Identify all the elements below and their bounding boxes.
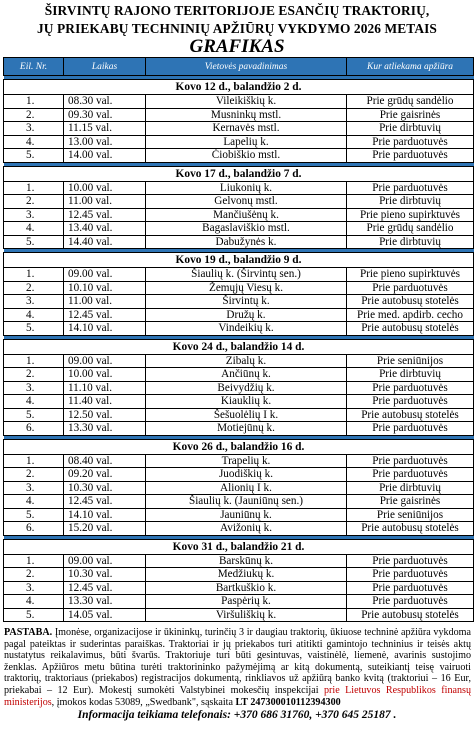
row-location: Prie parduotuvės xyxy=(347,454,474,468)
title-line-2: JŲ PRIEKABŲ TECHNINIŲ APŽIŪRŲ VYKDYMO 2026 METAIS xyxy=(37,21,437,36)
row-location: Prie parduotuvės xyxy=(347,568,474,582)
row-location: Prie seniūnijos xyxy=(347,508,474,522)
table-row xyxy=(4,308,474,322)
row-place: Juodiškių k. xyxy=(146,468,347,482)
row-place: Družų k. xyxy=(146,308,347,322)
row-location: Prie parduotuvės xyxy=(347,181,474,195)
row-place: Ančiūnų k. xyxy=(146,368,347,382)
row-place: Vileikiškių k. xyxy=(146,95,347,109)
row-location: Prie parduotuvės xyxy=(347,468,474,482)
row-place: Barskūnų k. xyxy=(146,554,347,568)
row-number: 2. xyxy=(4,195,64,209)
row-place: Šiaulių k. (Širvintų sen.) xyxy=(146,268,347,282)
row-time: 14.10 val. xyxy=(64,322,146,336)
row-place: Musninkų mstl. xyxy=(146,108,347,122)
row-location: Prie parduotuvės xyxy=(347,381,474,395)
row-place: Mančiušėnų k. xyxy=(146,208,347,222)
row-place: Gelvonų mstl. xyxy=(146,195,347,209)
row-number: 5. xyxy=(4,508,64,522)
date-row xyxy=(4,253,474,268)
row-location: Prie dirbtuvių xyxy=(347,195,474,209)
table-row xyxy=(4,181,474,195)
row-time: 10.30 val. xyxy=(64,481,146,495)
table-row xyxy=(4,395,474,409)
row-location: Prie dirbtuvių xyxy=(347,235,474,249)
table-row xyxy=(4,368,474,382)
row-location: Prie autobusų stotelės xyxy=(347,608,474,622)
row-number: 3. xyxy=(4,295,64,309)
row-time: 14.05 val. xyxy=(64,608,146,622)
row-number: 3. xyxy=(4,481,64,495)
row-number: 4. xyxy=(4,222,64,236)
row-time: 13.00 val. xyxy=(64,135,146,149)
row-number: 5. xyxy=(4,608,64,622)
row-place: Liukonių k. xyxy=(146,181,347,195)
row-place: Vindeikių k. xyxy=(146,322,347,336)
row-location: Prie med. apdirb. cecho xyxy=(347,308,474,322)
row-time: 11.40 val. xyxy=(64,395,146,409)
row-location: Prie autobusų stotelės xyxy=(347,408,474,422)
row-time: 11.00 val. xyxy=(64,195,146,209)
table-row xyxy=(4,295,474,309)
row-time: 11.15 val. xyxy=(64,122,146,136)
row-place: Paspėrių k. xyxy=(146,595,347,609)
date-cell: Kovo 12 d., balandžio 2 d. xyxy=(4,80,474,95)
row-location: Prie parduotuvės xyxy=(347,595,474,609)
row-number: 2. xyxy=(4,468,64,482)
table-row xyxy=(4,468,474,482)
row-time: 09.20 val. xyxy=(64,468,146,482)
row-time: 13.30 val. xyxy=(64,595,146,609)
header-nr: Eil. Nr. xyxy=(4,58,64,76)
row-time: 14.40 val. xyxy=(64,235,146,249)
row-location: Prie parduotuvės xyxy=(347,149,474,163)
table-row xyxy=(4,422,474,436)
note-account: LT 247300010112394300 xyxy=(235,696,341,708)
row-number: 5. xyxy=(4,322,64,336)
table-row xyxy=(4,454,474,468)
row-place: Šiaulių k. (Jauniūnų sen.) xyxy=(146,495,347,509)
row-time: 12.50 val. xyxy=(64,408,146,422)
note-label: PASTABA. xyxy=(4,627,53,638)
date-cell: Kovo 24 d., balandžio 14 d. xyxy=(4,339,474,354)
table-row xyxy=(4,235,474,249)
table-row xyxy=(4,408,474,422)
table-row xyxy=(4,135,474,149)
row-location: Prie seniūnijos xyxy=(347,354,474,368)
row-place: Trapelių k. xyxy=(146,454,347,468)
contact-info: Informacija teikiama telefonais: +370 686 31760, +370 645 25187 . xyxy=(77,709,397,722)
row-time: 09.00 val. xyxy=(64,268,146,282)
row-time: 14.10 val. xyxy=(64,508,146,522)
row-place: Bagaslaviškio mstl. xyxy=(146,222,347,236)
row-number: 1. xyxy=(4,454,64,468)
table-header-row xyxy=(4,58,474,76)
table-row xyxy=(4,608,474,622)
row-time: 12.45 val. xyxy=(64,581,146,595)
row-location: Prie parduotuvės xyxy=(347,395,474,409)
table-row xyxy=(4,381,474,395)
row-location: Prie grūdų sandėlio xyxy=(347,222,474,236)
row-place: Lapelių k. xyxy=(146,135,347,149)
date-row xyxy=(4,439,474,454)
row-place: Avižonių k. xyxy=(146,522,347,536)
row-location: Prie pieno supirktuvės xyxy=(347,208,474,222)
row-number: 5. xyxy=(4,149,64,163)
row-time: 11.10 val. xyxy=(64,381,146,395)
row-location: Prie parduotuvės xyxy=(347,554,474,568)
row-place: Medžiukų k. xyxy=(146,568,347,582)
row-time: 11.00 val. xyxy=(64,295,146,309)
row-number: 4. xyxy=(4,308,64,322)
row-time: 09.00 val. xyxy=(64,354,146,368)
row-time: 09.00 val. xyxy=(64,554,146,568)
table-row xyxy=(4,554,474,568)
row-location: Prie grūdų sandėlio xyxy=(347,95,474,109)
row-number: 1. xyxy=(4,554,64,568)
row-number: 4. xyxy=(4,395,64,409)
row-place: Bartkuškio k. xyxy=(146,581,347,595)
row-number: 4. xyxy=(4,595,64,609)
row-time: 14.00 val. xyxy=(64,149,146,163)
note-text-1: Įmonėse, organizacijose ir ūkininkų, turinčių 3 ir daugiau traktorių, ūkiuose techninė apžiūra vykdoma pagal pateiktas ir suderintas paraiškas. Traktoriai ir jų priekabos turi atitikti gamintojo techninius ir teisės aktų nustatytus reikalavimus, būti švarūs. Traktoriuje turi būti gesintuvas, vaistinėlė, liemenė, avarinis sustojimo ženklas. Apžiūros metu būtina turėti traktorininko pažymėjimą ar kitą dokumentą, suteikiantį teisę vairuoti traktorių, traktoriaus (priekabos) registracijos dokumentą, rinkliavos už apžiūrą banko kvitą (traktoriui – 16 Eur, priekabai – 12 Eur). Mokestį sumokėti Valstybinei mokesčių inspekcijai xyxy=(4,627,471,696)
row-location: Prie autobusų stotelės xyxy=(347,322,474,336)
date-cell: Kovo 19 d., balandžio 9 d. xyxy=(4,253,474,268)
table-row xyxy=(4,95,474,109)
table-row xyxy=(4,208,474,222)
table-row xyxy=(4,149,474,163)
date-row xyxy=(4,80,474,95)
table-row xyxy=(4,354,474,368)
table-row xyxy=(4,222,474,236)
table-row xyxy=(4,595,474,609)
table-row xyxy=(4,268,474,282)
row-number: 5. xyxy=(4,235,64,249)
row-place: Zibalų k. xyxy=(146,354,347,368)
table-row xyxy=(4,281,474,295)
row-time: 13.40 val. xyxy=(64,222,146,236)
row-location: Prie parduotuvės xyxy=(347,581,474,595)
row-time: 15.20 val. xyxy=(64,522,146,536)
row-place: Šešuolėlių I k. xyxy=(146,408,347,422)
row-number: 2. xyxy=(4,368,64,382)
row-place: Jauniūnų k. xyxy=(146,508,347,522)
row-place: Čiobiškio mstl. xyxy=(146,149,347,163)
date-cell: Kovo 31 d., balandžio 21 d. xyxy=(4,539,474,554)
row-number: 1. xyxy=(4,354,64,368)
row-time: 10.10 val. xyxy=(64,281,146,295)
date-cell: Kovo 26 d., balandžio 16 d. xyxy=(4,439,474,454)
row-place: Kiauklių k. xyxy=(146,395,347,409)
row-location: Prie autobusų stotelės xyxy=(347,522,474,536)
row-number: 3. xyxy=(4,208,64,222)
row-number: 3. xyxy=(4,381,64,395)
row-time: 12.45 val. xyxy=(64,308,146,322)
table-row xyxy=(4,495,474,509)
row-number: 2. xyxy=(4,281,64,295)
row-number: 4. xyxy=(4,495,64,509)
table-row xyxy=(4,322,474,336)
row-place: Žemųjų Viesų k. xyxy=(146,281,347,295)
row-location: Prie dirbtuvių xyxy=(347,481,474,495)
row-time: 12.45 val. xyxy=(64,495,146,509)
header-location: Kur atliekama apžiūra xyxy=(347,58,474,76)
row-number: 1. xyxy=(4,268,64,282)
row-place: Beivydžių k. xyxy=(146,381,347,395)
row-place: Dabužynės k. xyxy=(146,235,347,249)
table-row xyxy=(4,568,474,582)
row-number: 4. xyxy=(4,135,64,149)
date-row xyxy=(4,166,474,181)
row-place: Širvintų k. xyxy=(146,295,347,309)
schedule-body xyxy=(4,76,474,622)
title-line-1: ŠIRVINTŲ RAJONO TERITORIJOJE ESANČIŲ TRAKTORIŲ, xyxy=(44,3,430,18)
row-place: Kernavės mstl. xyxy=(146,122,347,136)
row-number: 6. xyxy=(4,422,64,436)
row-number: 2. xyxy=(4,108,64,122)
row-time: 10.00 val. xyxy=(64,368,146,382)
table-row xyxy=(4,522,474,536)
row-location: Prie parduotuvės xyxy=(347,135,474,149)
row-number: 1. xyxy=(4,95,64,109)
row-location: Prie pieno supirktuvės xyxy=(347,268,474,282)
row-number: 2. xyxy=(4,568,64,582)
header-place: Vietovės pavadinimas xyxy=(146,58,347,76)
row-place: Viršuliškių k. xyxy=(146,608,347,622)
date-cell: Kovo 17 d., balandžio 7 d. xyxy=(4,166,474,181)
document-subtitle: GRAFIKAS xyxy=(189,36,285,57)
row-location: Prie gaisrinės xyxy=(347,495,474,509)
row-location: Prie gaisrinės xyxy=(347,108,474,122)
note-paragraph xyxy=(4,627,471,708)
row-location: Prie dirbtuvių xyxy=(347,122,474,136)
table-row xyxy=(4,195,474,209)
row-number: 5. xyxy=(4,408,64,422)
note-text-2: , įmokos kodas 53089, „Swedbank", sąskaita xyxy=(51,696,236,708)
document-page xyxy=(0,3,474,752)
row-time: 13.30 val. xyxy=(64,422,146,436)
row-location: Prie dirbtuvių xyxy=(347,368,474,382)
row-number: 6. xyxy=(4,522,64,536)
row-location: Prie parduotuvės xyxy=(347,281,474,295)
row-time: 08.40 val. xyxy=(64,454,146,468)
row-location: Prie autobusų stotelės xyxy=(347,295,474,309)
row-time: 10.30 val. xyxy=(64,568,146,582)
table-row xyxy=(4,581,474,595)
row-location: Prie parduotuvės xyxy=(347,422,474,436)
row-number: 1. xyxy=(4,181,64,195)
date-row xyxy=(4,539,474,554)
date-row xyxy=(4,339,474,354)
table-row xyxy=(4,122,474,136)
row-time: 08.30 val. xyxy=(64,95,146,109)
row-time: 10.00 val. xyxy=(64,181,146,195)
row-time: 09.30 val. xyxy=(64,108,146,122)
header-time: Laikas xyxy=(64,58,146,76)
row-number: 3. xyxy=(4,122,64,136)
table-row xyxy=(4,108,474,122)
schedule-table xyxy=(3,57,474,622)
table-row xyxy=(4,508,474,522)
row-time: 12.45 val. xyxy=(64,208,146,222)
row-number: 3. xyxy=(4,581,64,595)
table-row xyxy=(4,481,474,495)
row-place: Motiejūnų k. xyxy=(146,422,347,436)
note-ministry-text: prie Lietuvos Respublikos finansų ministerijos xyxy=(4,684,471,708)
row-place: Alionių I k. xyxy=(146,481,347,495)
